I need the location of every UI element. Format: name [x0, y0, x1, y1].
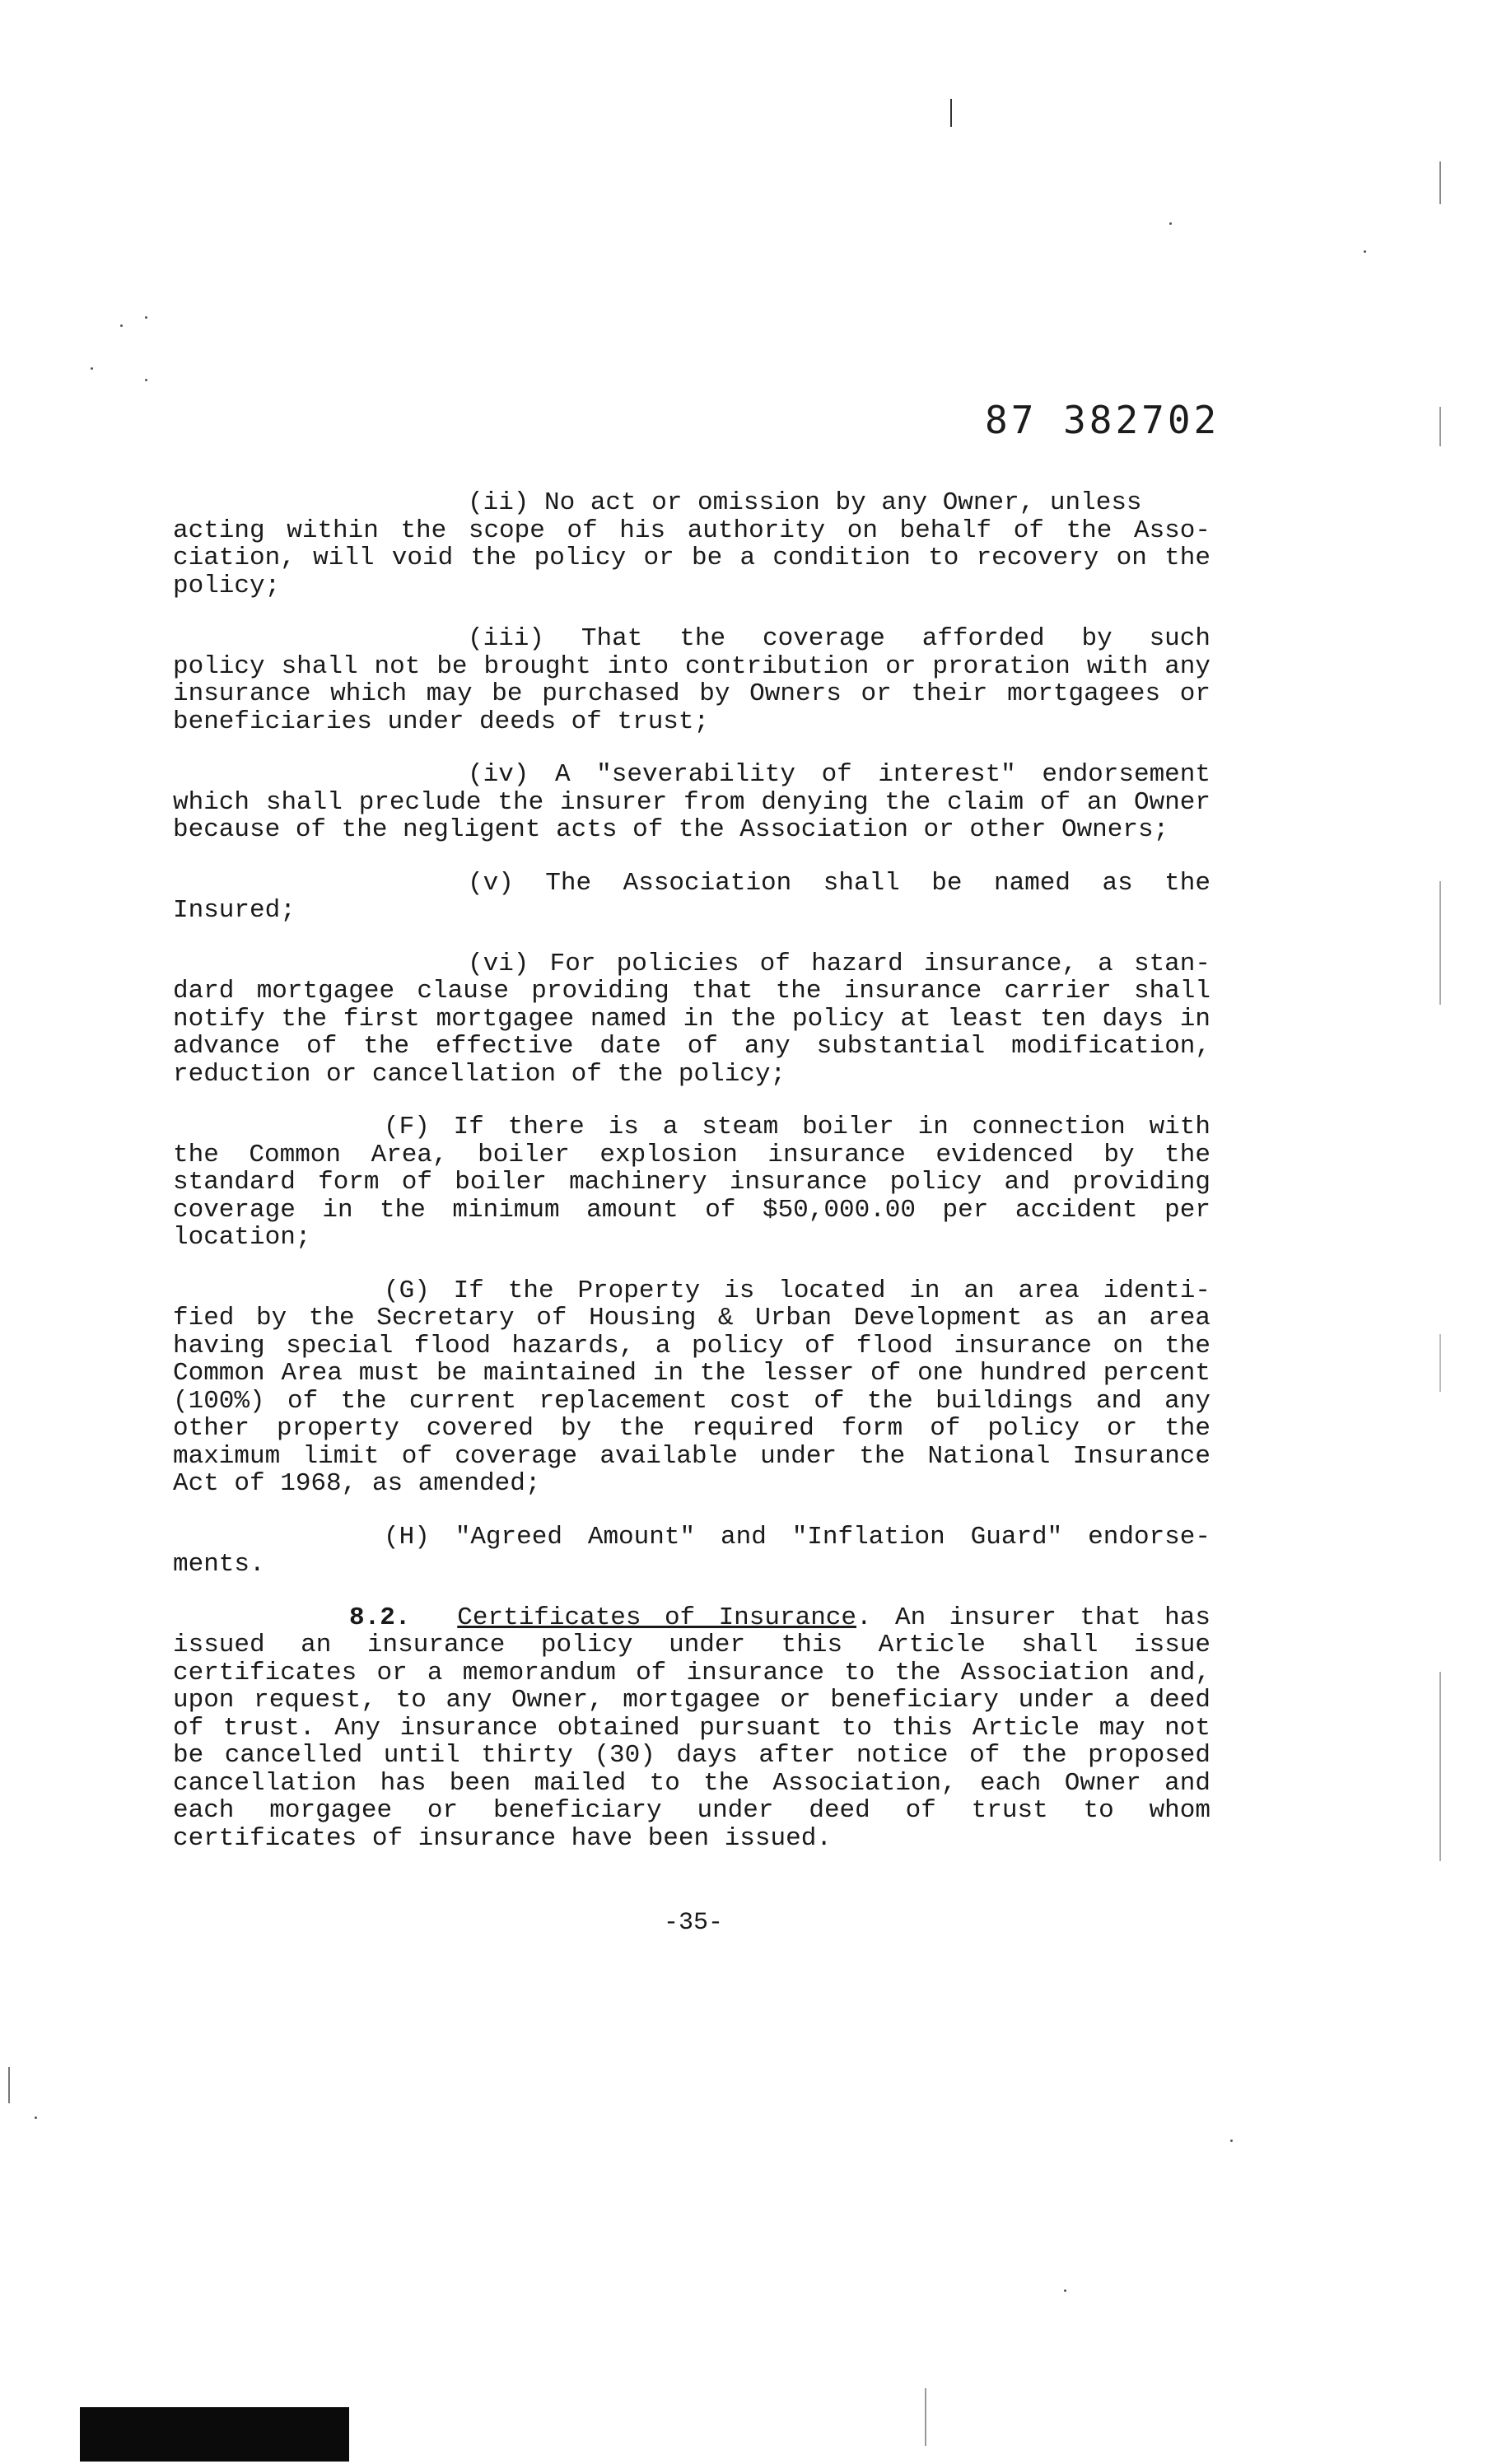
scan-mark: [1439, 1334, 1441, 1392]
page-number: -35-: [664, 1909, 724, 1937]
clause-ii: [173, 489, 1210, 600]
clause-vi: [173, 950, 1210, 1089]
scan-dot: [1064, 2289, 1066, 2292]
scan-dot: [91, 367, 93, 370]
scan-mark: [1439, 1672, 1441, 1861]
scan-mark: [1439, 881, 1441, 1005]
document-number: 87 382702: [985, 398, 1220, 442]
clause-lead: (iii) That the coverage afforded by such: [468, 624, 1210, 653]
clause-lead: (F) If there is a steam boiler in connection with: [384, 1113, 1210, 1141]
scan-dot: [145, 379, 147, 381]
clause-text: dard mortgagee clause providing that the insurance carrier shall notify the first mortgagee named in the policy at least ten days in advance of the effective date of any substantial modification, reduction or cancellation of the policy;: [173, 977, 1210, 1089]
clause-text: acting within the scope of his authority on behalf of the Asso-ciation, will void the policy or be a condition to recovery on the policy;: [173, 516, 1210, 600]
clause-h: [173, 1524, 1210, 1579]
scan-mark: [1439, 161, 1441, 204]
scan-mark: [950, 99, 952, 127]
clause-text: Insured;: [173, 896, 296, 925]
clause-text: ments.: [173, 1550, 265, 1579]
section-heading: Certificates of Insurance: [457, 1603, 857, 1632]
scan-dot: [1230, 2140, 1233, 2142]
clause-text: fied by the Secretary of Housing & Urban Development as an area having special flood hazards, a policy of flood insurance on the Common Area must be maintained in the lesser of one hundred percent (100%) of the current replacement cost of the buildings and any other property covered by the required form of policy or the maximum limit of coverage available under the National Insurance Act of 1968, as amended;: [173, 1304, 1210, 1498]
clause-g: [173, 1277, 1210, 1498]
document-body: [173, 489, 1210, 1852]
scan-mark: [1439, 407, 1441, 446]
redaction-block: [80, 2407, 349, 2462]
clause-lead: (ii) No act or omission by any Owner, unless: [468, 488, 1142, 517]
clause-iii: [173, 625, 1210, 735]
section-number: 8.2.: [349, 1603, 411, 1632]
clause-lead: (v) The Association shall be named as the: [468, 868, 1210, 898]
scan-dot: [120, 324, 123, 327]
clause-text: which shall preclude the insurer from denying the claim of an Owner because of the negligent acts of the Association or other Owners;: [173, 787, 1210, 844]
clause-lead: (G) If the Property is located in an area identi-: [384, 1276, 1210, 1305]
clause-lead: (H) "Agreed Amount" and "Inflation Guard" endorse-: [384, 1522, 1210, 1552]
scan-dot: [145, 316, 147, 319]
clause-lead: (iv) A "severability of interest" endorsement: [468, 760, 1210, 789]
scan-dot: [35, 2116, 37, 2119]
clause-text: the Common Area, boiler explosion insurance evidenced by the standard form of boiler machinery insurance policy and providing coverage in the minimum amount of $50,000.00 per accident per location;: [173, 1140, 1210, 1252]
scan-mark: [925, 2388, 926, 2446]
scan-dot: [1364, 250, 1366, 253]
clause-f: [173, 1113, 1210, 1252]
clause-lead: (vi) For policies of hazard insurance, a stan-: [468, 949, 1210, 978]
scan-mark: [8, 2067, 10, 2103]
section-8-2: [173, 1604, 1210, 1853]
section-text: . An insurer that has issued an insurance policy under this Article shall issue certificates or a memorandum of insurance to the Association and, upon request, to any Owner, mortgagee or beneficiary under a deed of trust. Any insurance obtained pursuant to this Article may not be cancelled until thirty (30) days after notice of the proposed cancellation has been mailed to the Association, each Owner and each morgagee or beneficiary under deed of trust to whom certificates of insurance have been issued.: [173, 1603, 1210, 1853]
clause-iv: [173, 761, 1210, 844]
scan-dot: [1169, 222, 1172, 225]
clause-v: [173, 870, 1210, 925]
clause-text: policy shall not be brought into contribution or proration with any insurance which may be purchased by Owners or their mortgagees or beneficiaries under deeds of trust;: [173, 651, 1210, 736]
